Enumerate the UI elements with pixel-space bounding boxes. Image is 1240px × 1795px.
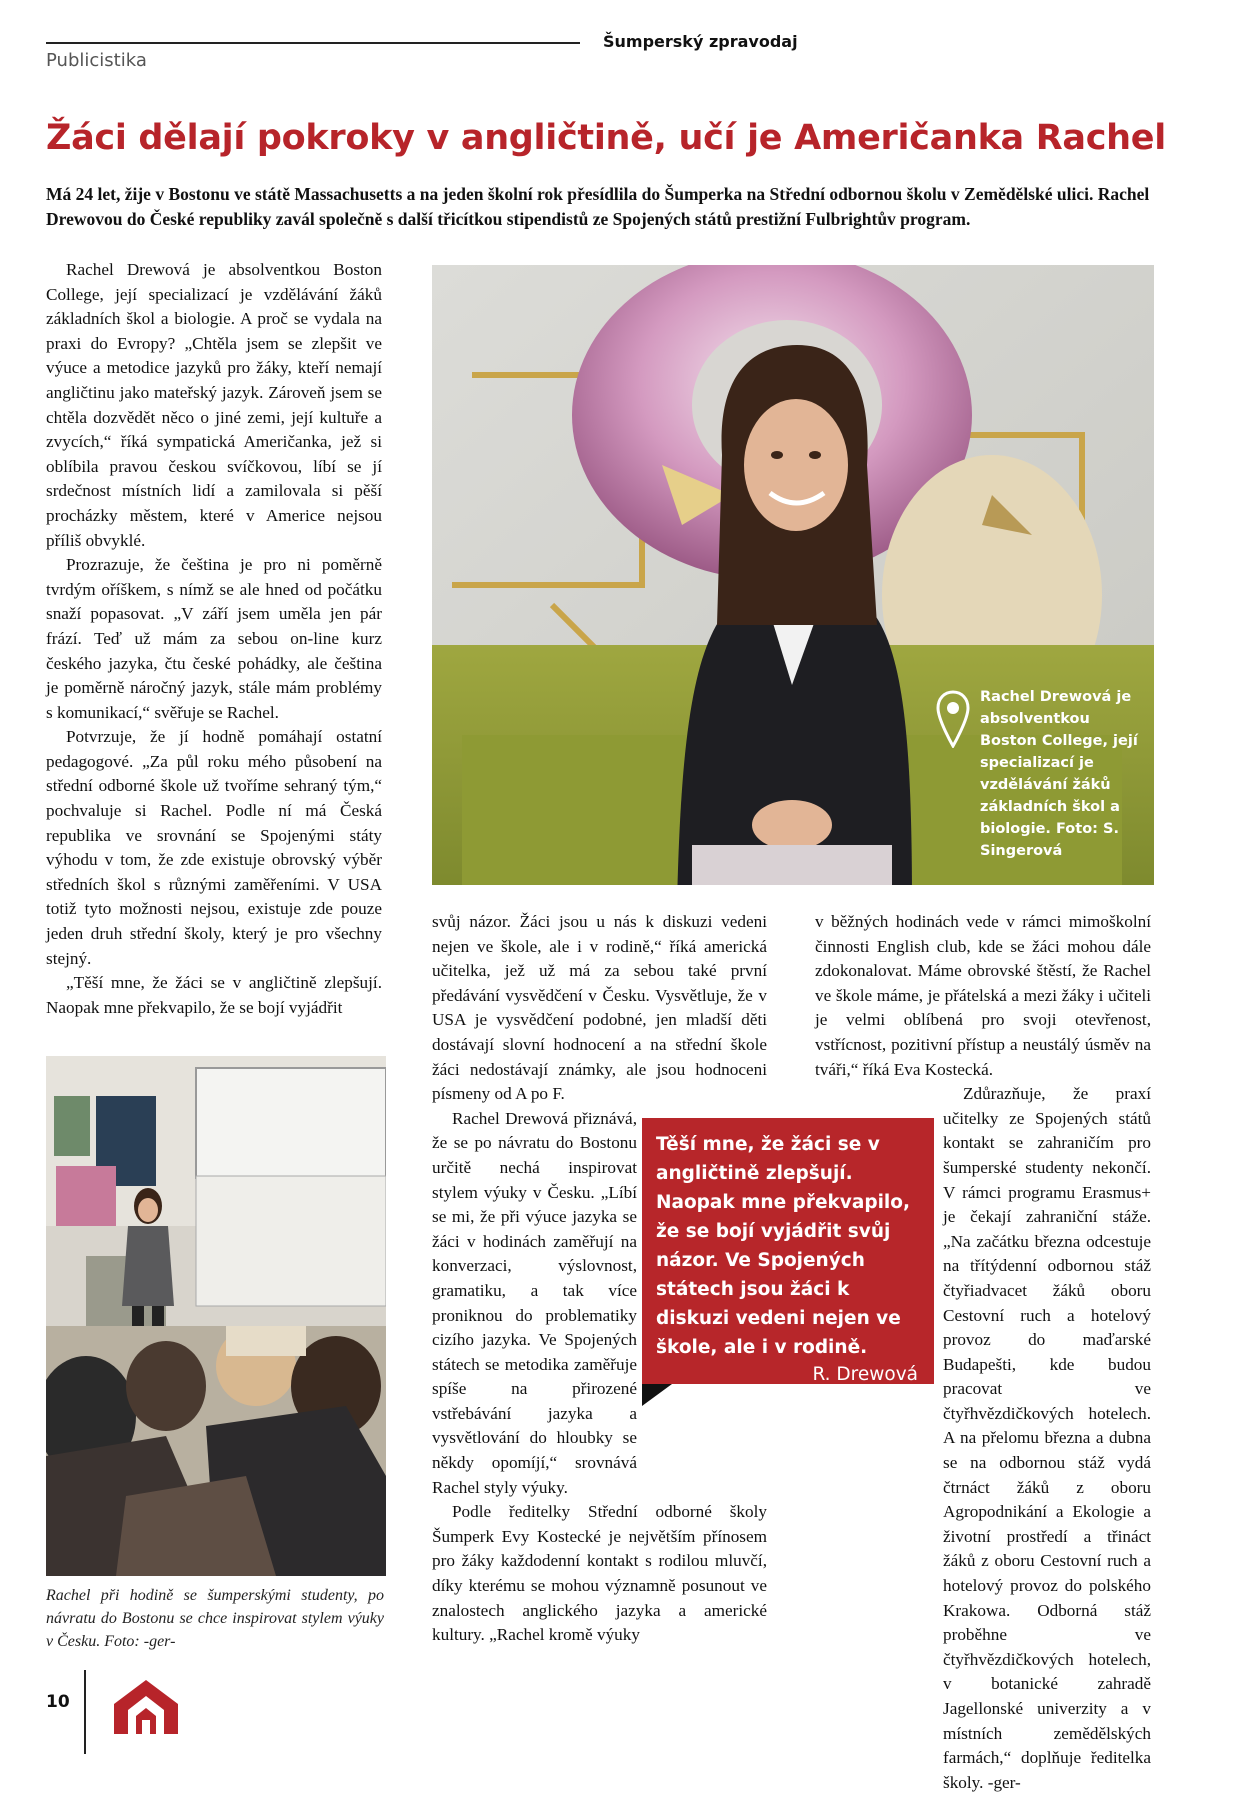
header-rule: [46, 42, 580, 44]
classroom-photo: [46, 1056, 386, 1576]
location-pin-icon: [936, 690, 970, 748]
quote-tail-icon: [642, 1384, 672, 1406]
page-number: 10: [46, 1692, 70, 1712]
paragraph: Rachel Drewová je absolventkou Boston College, její specializací je vzdělávání žáků základních škol a biologie. A proč se vydala na praxi do Evropy? „Chtěla jsem se zlepšit ve výuce a metodice jazyků pro žáky, kteří nemají angličtinu jako mateřský jazyk. Zároveň jsem se chtěla dozvědět něco o jiné zemi, její kultuře a zvycích,“ říká sympatická Američanka, jež si oblíbila pravou českou svíčkovou, líbí se jí srdečnost místních lidí a zamilovala si pěší procházky městem, které v Americe nejsou příliš obvyklé.: [46, 260, 382, 550]
pull-quote: [642, 1118, 934, 1384]
article-title: Žáci dělají pokroky v angličtině, učí je Američanka Rachel: [46, 118, 1166, 158]
paragraph: Zdůrazňuje, že praxí učitelky ze Spojených států kontakt se zahraničím pro šumperské studenty nekončí. V rámci programu Erasmus+ je čekají zahraniční stáže. „Na začátku března odcestuje na třítýdenní odbornou stáž čtyřiadvacet žáků oboru Cestovní ruch a hotelový provoz do maďarské Budapešti, kde budou pracovat ve čtyřhvězdičkových hotelech. A na přelomu března a dubna se na odbornou stáž vydá čtrnáct žáků z oboru Agropodnikání a Ekologie a životní prostředí a třináct žáků z oboru Cestovní ruch a hotelový provoz do polského Krakowa. Odborná stáž proběhne ve čtyřhvězdičkových hotelech, v botanické zahradě Jagellonské univerzity a v místních zemědělských farmách,“ doplňuje ředitelka školy. -ger-: [943, 1084, 1151, 1792]
school-logo: [110, 1676, 182, 1736]
article-column-1: [46, 258, 382, 1020]
footer-rule: [84, 1670, 86, 1754]
paragraph: svůj názor. Žáci jsou u nás k diskuzi vedeni nejen ve škole, ale i v rodině,“ říká americká učitelka, jež už má za sebou také první předávání vysvědčení v Česku. Vysvětluje, že v USA je vysvědčení podobné, jen mladší děti dostávají slovní hodnocení a na střední škole žáci nedostávají známky, ale jsou hodnoceni písmeny od A po F.: [432, 912, 767, 1104]
paragraph: Potvrzuje, že jí hodně pomáhají ostatní pedagogové. „Za půl roku mého působení na střední odborné škole už tvoříme sehraný tým,“ pochvaluje si Rachel. Podle ní má Česká republika ve srovnání se Spojenými státy výhodu v tom, že zde existuje obrovský výběr středních škol s různými zaměřeními. V USA totiž tyto možnosti nejsou, existuje zde pouze jeden druh střední školy, který je pro všechny stejný.: [46, 727, 382, 968]
masthead: Šumperský zpravodaj: [603, 32, 798, 51]
paragraph: v běžných hodinách vede v rámci mimoškolní činnosti English club, kde se žáci mohou dále zdokonalovat. Máme obrovské štěstí, že Rachel ve škole máme, je přátelská a mezi žáky i učiteli je velmi oblíbená pro svoji otevřenost, vstřícnost, pozitivní přístup a neustálý úsměv na tváři,“ říká Eva Kostecká.: [815, 912, 1151, 1079]
section-label: Publicistika: [46, 50, 147, 71]
pull-quote-text: Těší mne, že žáci se v angličtině zlepšují. Naopak mne překvapilo, že se bojí vyjádřit svůj názor. Ve Spojených státech jsou žáci k diskuzi vedeni nejen ve škole, ale i v rodině.: [656, 1134, 911, 1358]
classroom-caption: Rachel při hodině se šumperskými studenty, po návratu do Bostonu se chce inspirovat stylem výuky v Česku. Foto: -ger-: [46, 1587, 384, 1650]
article-lead: Má 24 let, žije v Bostonu ve státě Massachusetts a na jeden školní rok přesídlila do Šumperka na Střední odbornou školu v Zemědělské ulici. Rachel Drewovou do České republiky zavál společně s další třicítkou stipendistů ze Spojených států prestižní Fulbrightův program.: [46, 184, 1150, 229]
pull-quote-author: R. Drewová: [812, 1364, 918, 1385]
paragraph: Prozrazuje, že čeština je pro ni poměrně tvrdým oříškem, s nímž se ale hned od počátku snaží popasovat. „V září jsem uměla jen pár frází. Teď už mám za sebou on-line kurz českého jazyka, čtu české pohádky, ale čeština je poměrně náročný jazyk, stále mám problémy s komunikací,“ svěřuje se Rachel.: [46, 555, 382, 722]
photo-caption: Rachel Drewová je absolventkou Boston College, její specializací je vzdělávání žáků základních škol a biologie. Foto: S. Singerová: [980, 689, 1138, 859]
paragraph: Podle ředitelky Střední odborné školy Šumperk Evy Kostecké je největším přínosem pro žáky každodenní kontakt s rodilou mluvčí, díky kterému se mohou významně posunout ve znalostech anglického jazyka a americké kultury. „Rachel kromě výuky: [432, 1502, 767, 1645]
paragraph: Rachel Drewová přiznává, že se po návratu do Bostonu určitě nechá inspirovat stylem výuky v Česku. „Líbí se mi, že při výuce jazyka se žáci v hodinách zaměřují na konverzaci, výslovnost, gramatiku, a tak více proniknou do problematiky cizího jazyka. Ve Spojených státech se metodika zaměřuje spíše na přirozené vstřebávání jazyka a vysvětlování do hloubky se někdy opomíjí,“ srovnává Rachel styly výuky.: [432, 1108, 637, 1497]
paragraph: „Těší mne, že žáci se v angličtině zlepšují. Naopak mne překvapilo, že se bojí vyjádřit: [46, 973, 382, 1017]
